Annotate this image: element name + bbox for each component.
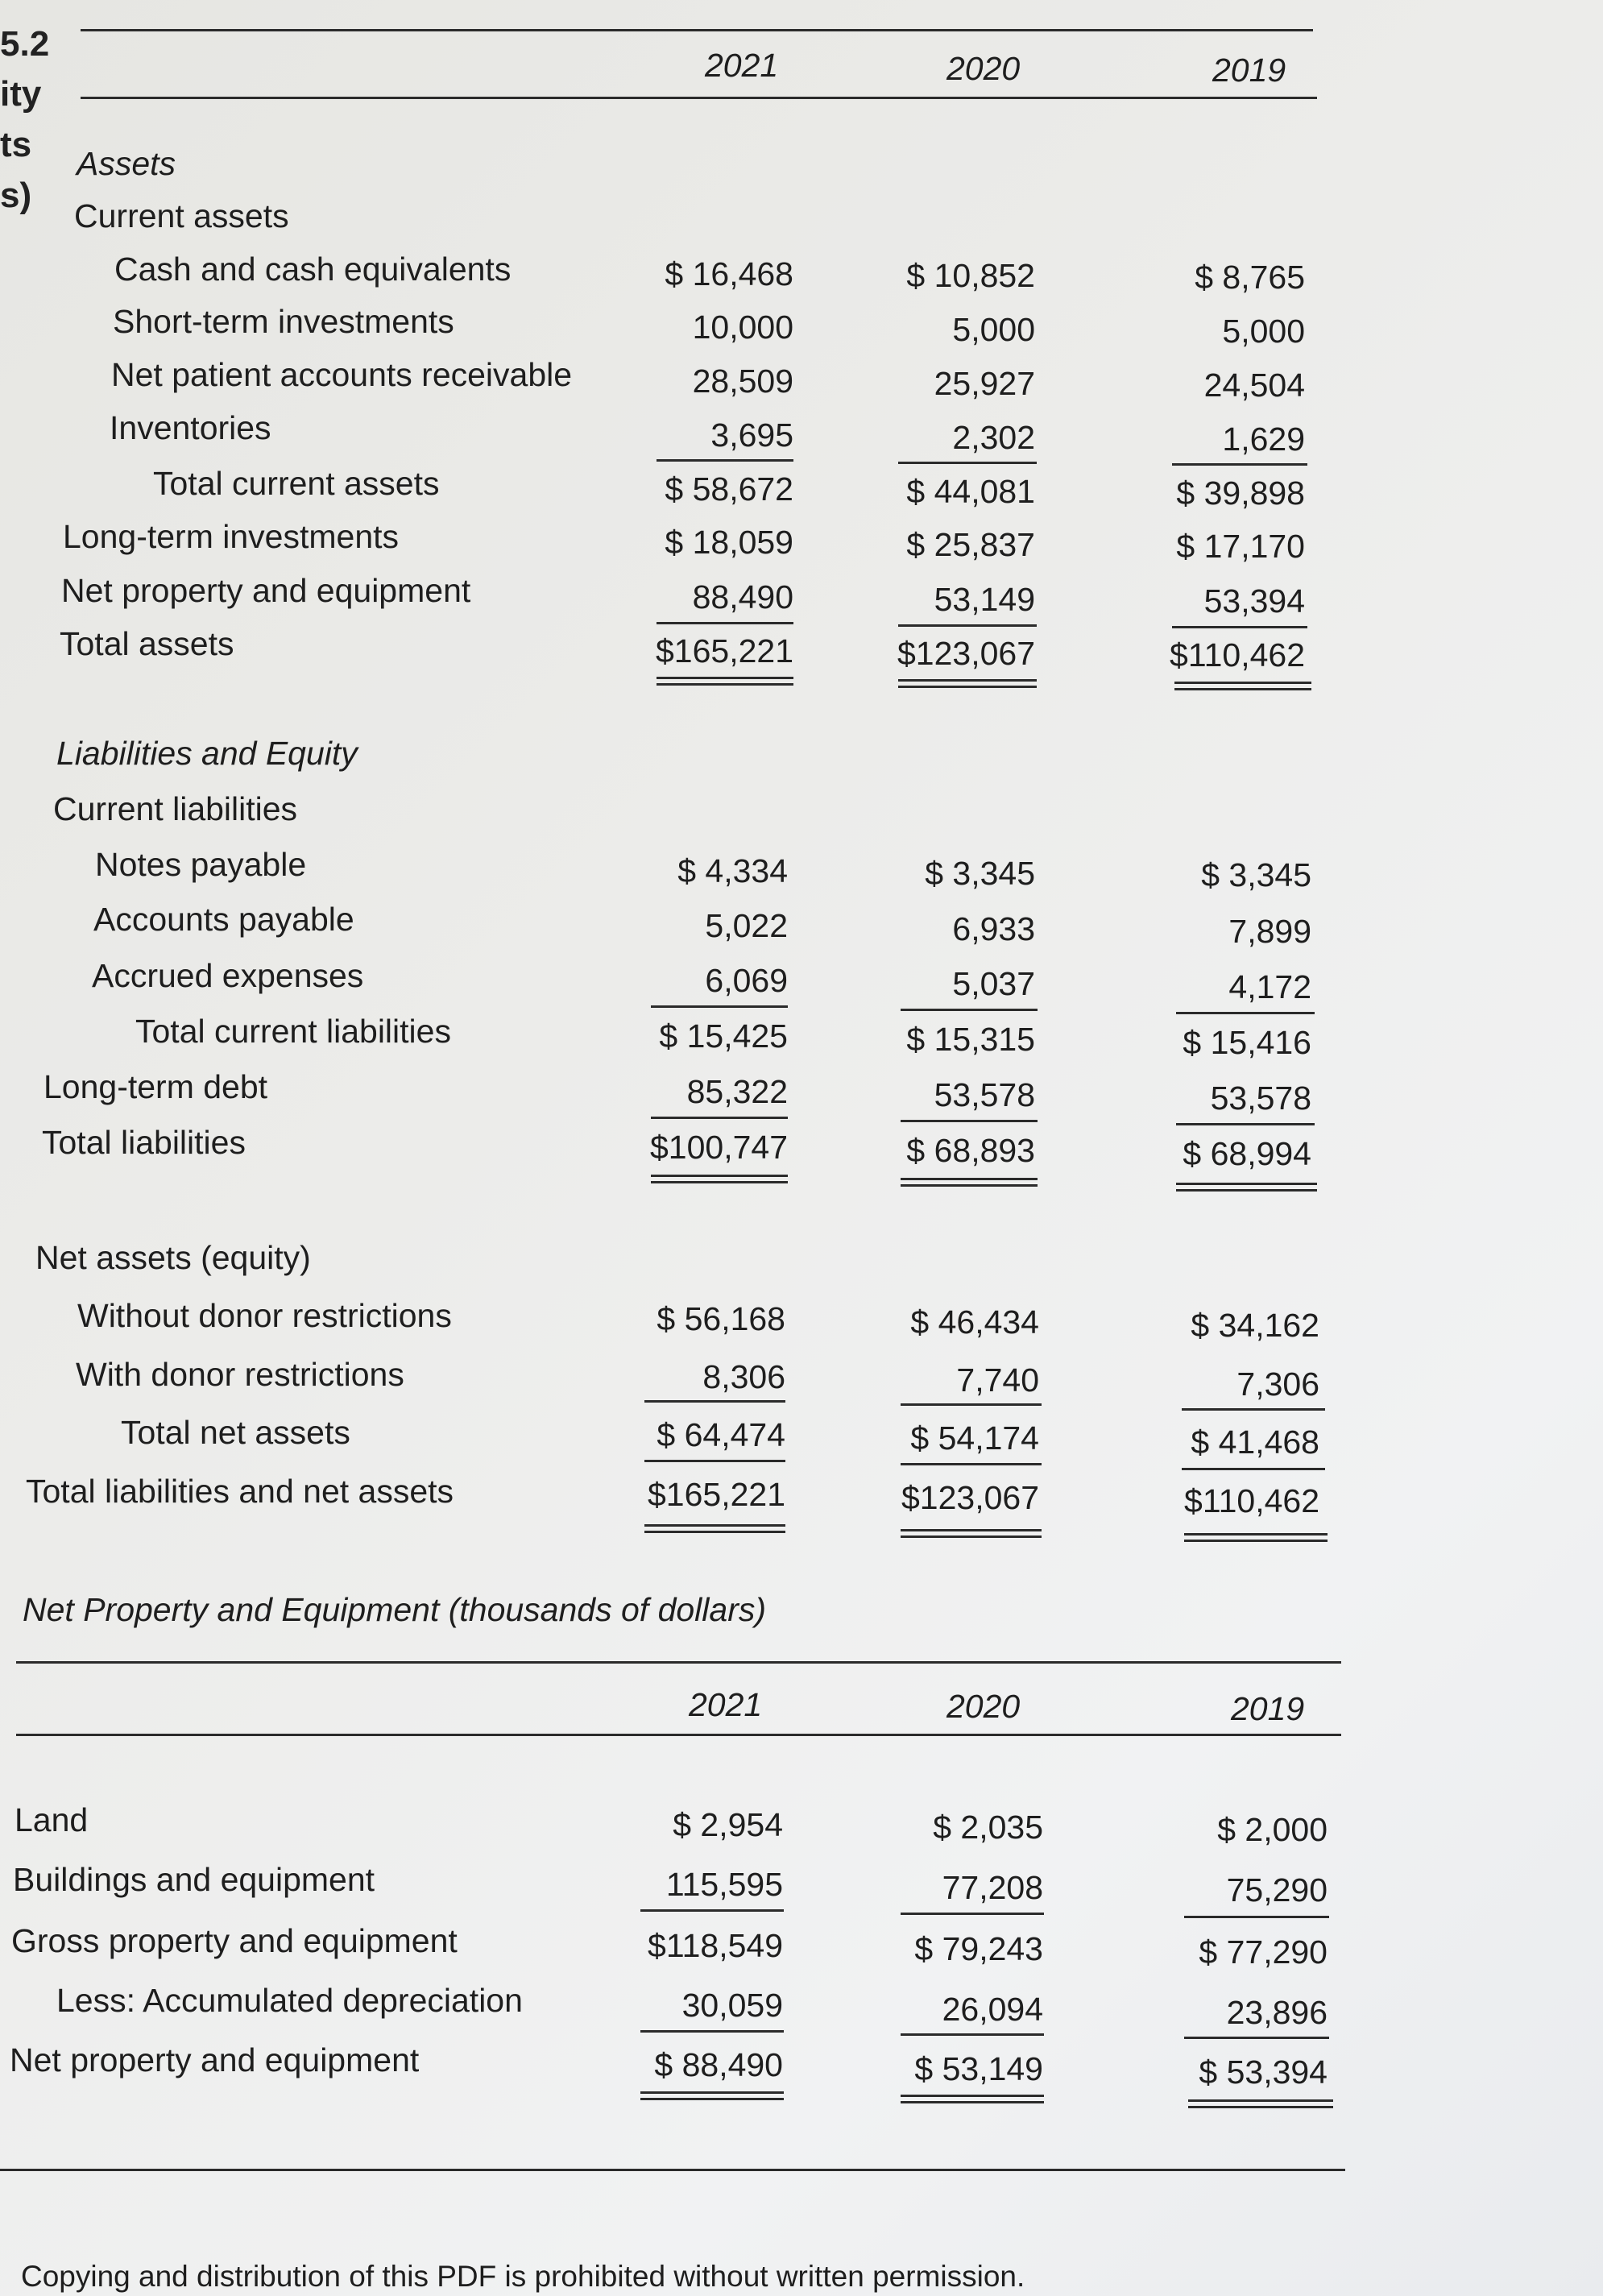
copyright-notice: Copying and distribution of this PDF is prohibited without written permission.	[21, 2260, 1025, 2293]
value-cell: $100,747	[649, 1129, 788, 1166]
value-cell: $ 54,174	[910, 1419, 1039, 1457]
row-label: Net property and equipment	[61, 572, 471, 609]
row-label: Accounts payable	[93, 901, 354, 938]
value-cell: $ 77,290	[1199, 1933, 1328, 1971]
value-cell: $ 68,893	[906, 1132, 1035, 1169]
value-cell: 8,306	[702, 1358, 785, 1395]
value-cell: $ 53,394	[1199, 2054, 1328, 2091]
total-double-rule	[1174, 682, 1311, 690]
section-heading: Current liabilities	[53, 790, 298, 827]
value-cell: $ 41,468	[1191, 1424, 1319, 1461]
table-title: Net Property and Equipment (thousands of dollars)	[23, 1591, 767, 1628]
subtotal-rule	[1172, 463, 1307, 466]
row-label: Net patient accounts receivable	[111, 356, 573, 393]
value-cell: $ 56,168	[657, 1300, 785, 1337]
section-heading: Net assets (equity)	[35, 1239, 311, 1276]
row-label: Gross property and equipment	[11, 1922, 458, 1959]
row-label: Less: Accumulated depreciation	[56, 1982, 523, 2019]
total-double-rule	[651, 1175, 788, 1183]
section-heading: Assets	[77, 145, 176, 182]
value-cell: $ 4,334	[677, 852, 788, 889]
value-cell: 53,149	[934, 581, 1035, 618]
row-label: Buildings and equipment	[13, 1861, 375, 1898]
subtotal-rule	[1184, 1916, 1329, 1918]
value-cell: $ 18,059	[665, 524, 793, 561]
value-cell: 5,000	[1222, 313, 1305, 350]
value-cell: $ 79,243	[914, 1930, 1043, 1967]
value-cell: 26,094	[942, 1991, 1043, 2028]
value-cell: $ 3,345	[925, 855, 1035, 892]
value-cell: $ 25,837	[906, 526, 1035, 563]
year-header: 2020	[946, 1688, 1021, 1725]
subtotal-rule	[657, 459, 793, 462]
row-label: Total assets	[60, 625, 234, 662]
total-double-rule	[1184, 1533, 1328, 1542]
value-cell: $165,221	[647, 1476, 785, 1513]
value-cell: $118,549	[648, 1927, 783, 1964]
value-cell: 5,022	[705, 907, 788, 944]
row-label: Short-term investments	[113, 303, 454, 340]
value-cell: $ 3,345	[1201, 856, 1311, 893]
total-double-rule	[901, 1178, 1038, 1187]
row-label: Without donor restrictions	[77, 1297, 452, 1334]
value-cell: $ 16,468	[665, 255, 793, 292]
total-double-rule	[901, 2095, 1044, 2103]
table-rule	[16, 1661, 1341, 1664]
row-label: With donor restrictions	[76, 1356, 404, 1393]
row-label: Total net assets	[121, 1414, 350, 1451]
row-label: Cash and cash equivalents	[114, 251, 512, 288]
value-cell: $ 46,434	[910, 1303, 1039, 1341]
value-cell: 1,629	[1222, 421, 1305, 458]
subtotal-rule	[651, 1117, 788, 1119]
row-label: Accrued expenses	[92, 957, 364, 994]
row-label: Total current liabilities	[135, 1013, 451, 1050]
total-double-rule	[644, 1524, 785, 1533]
value-cell: $ 15,315	[906, 1021, 1035, 1058]
subtotal-rule	[898, 624, 1037, 627]
subtotal-rule	[640, 1909, 784, 1912]
value-cell: $ 15,425	[659, 1017, 788, 1055]
value-cell: 75,290	[1226, 1871, 1328, 1908]
value-cell: $ 88,490	[654, 2046, 783, 2083]
row-label: Total liabilities and net assets	[26, 1473, 454, 1510]
subtotal-rule	[1176, 1012, 1315, 1014]
subtotal-rule	[901, 1403, 1042, 1406]
value-cell: $ 8,765	[1195, 259, 1305, 296]
row-label: Inventories	[110, 409, 271, 446]
subtotal-rule	[898, 462, 1037, 464]
value-cell: $ 68,994	[1183, 1135, 1311, 1172]
value-cell: 7,899	[1228, 913, 1311, 950]
row-label: Notes payable	[95, 846, 307, 883]
year-header: 2020	[946, 50, 1021, 87]
edge-fragment: ity	[0, 74, 42, 114]
year-header: 2019	[1212, 52, 1286, 89]
row-label: Long-term investments	[63, 518, 400, 555]
value-cell: 88,490	[692, 578, 793, 615]
value-cell: 53,394	[1203, 582, 1305, 620]
value-cell: $ 2,954	[673, 1806, 783, 1843]
value-cell: 6,069	[705, 962, 788, 999]
subtotal-rule	[1182, 1468, 1325, 1470]
subtotal-rule	[901, 1463, 1042, 1465]
row-label: Land	[14, 1801, 89, 1838]
value-cell: 25,927	[934, 365, 1035, 402]
table-rule	[0, 2169, 1345, 2171]
total-double-rule	[1188, 2099, 1333, 2108]
value-cell: 24,504	[1203, 367, 1305, 404]
value-cell: $110,462	[1170, 636, 1305, 673]
value-cell: $ 15,416	[1183, 1024, 1311, 1061]
year-header: 2019	[1231, 1690, 1305, 1727]
row-label: Total current assets	[153, 465, 440, 502]
edge-fragment: s)	[0, 176, 32, 215]
subtotal-rule	[1184, 2037, 1329, 2039]
value-cell: 7,740	[956, 1361, 1039, 1399]
value-cell: 5,037	[952, 965, 1035, 1002]
value-cell: 23,896	[1226, 1994, 1328, 2031]
subtotal-rule	[901, 1120, 1038, 1122]
subtotal-rule	[901, 1913, 1044, 1915]
section-heading: Current assets	[74, 197, 289, 234]
value-cell: 53,578	[934, 1076, 1035, 1113]
subtotal-rule	[651, 1005, 788, 1008]
value-cell: $ 34,162	[1191, 1307, 1319, 1344]
value-cell: 53,578	[1210, 1080, 1311, 1117]
section-heading: Liabilities and Equity	[56, 735, 358, 772]
total-double-rule	[898, 679, 1037, 688]
value-cell: $ 53,149	[914, 2050, 1043, 2087]
value-cell: $ 58,672	[665, 470, 793, 508]
row-label: Long-term debt	[43, 1068, 268, 1105]
subtotal-rule	[644, 1460, 785, 1462]
subtotal-rule	[1182, 1408, 1325, 1411]
value-cell: $165,221	[655, 632, 793, 669]
value-cell: 4,172	[1228, 968, 1311, 1005]
value-cell: 85,322	[686, 1073, 788, 1110]
subtotal-rule	[901, 1009, 1038, 1011]
value-cell: 30,059	[681, 1987, 783, 2024]
subtotal-rule	[640, 2030, 784, 2033]
value-cell: $ 44,081	[906, 473, 1035, 510]
subtotal-rule	[1176, 1123, 1315, 1125]
subtotal-rule	[657, 622, 793, 624]
year-header: 2021	[689, 1686, 763, 1723]
value-cell: $ 39,898	[1176, 475, 1305, 512]
value-cell: $110,462	[1184, 1482, 1319, 1519]
total-double-rule	[901, 1529, 1042, 1538]
table-rule	[81, 29, 1313, 31]
value-cell: 10,000	[692, 309, 793, 346]
value-cell: $123,067	[897, 635, 1035, 672]
value-cell: $123,067	[901, 1479, 1039, 1516]
row-label: Total liabilities	[42, 1124, 246, 1161]
subtotal-rule	[644, 1400, 785, 1403]
value-cell: 115,595	[665, 1866, 783, 1903]
table-rule	[16, 1734, 1341, 1736]
total-double-rule	[640, 2091, 784, 2100]
year-header: 2021	[705, 47, 779, 84]
value-cell: 3,695	[710, 417, 793, 454]
table-rule	[81, 97, 1317, 99]
value-cell: 6,933	[952, 910, 1035, 947]
value-cell: 7,306	[1236, 1366, 1319, 1403]
edge-fragment: ts	[0, 125, 32, 164]
edge-fragment: 5.2	[0, 24, 50, 64]
value-cell: $ 64,474	[657, 1416, 785, 1453]
value-cell: 77,208	[942, 1869, 1043, 1906]
total-double-rule	[1176, 1183, 1317, 1192]
value-cell: 5,000	[952, 311, 1035, 348]
subtotal-rule	[901, 2033, 1044, 2036]
total-double-rule	[657, 677, 793, 686]
subtotal-rule	[1172, 626, 1307, 628]
value-cell: $ 17,170	[1176, 528, 1305, 565]
value-cell: $ 10,852	[906, 257, 1035, 294]
value-cell: 28,509	[692, 363, 793, 400]
value-cell: $ 2,000	[1217, 1811, 1328, 1848]
value-cell: 2,302	[952, 419, 1035, 456]
value-cell: $ 2,035	[933, 1809, 1043, 1846]
row-label: Net property and equipment	[10, 2041, 420, 2078]
